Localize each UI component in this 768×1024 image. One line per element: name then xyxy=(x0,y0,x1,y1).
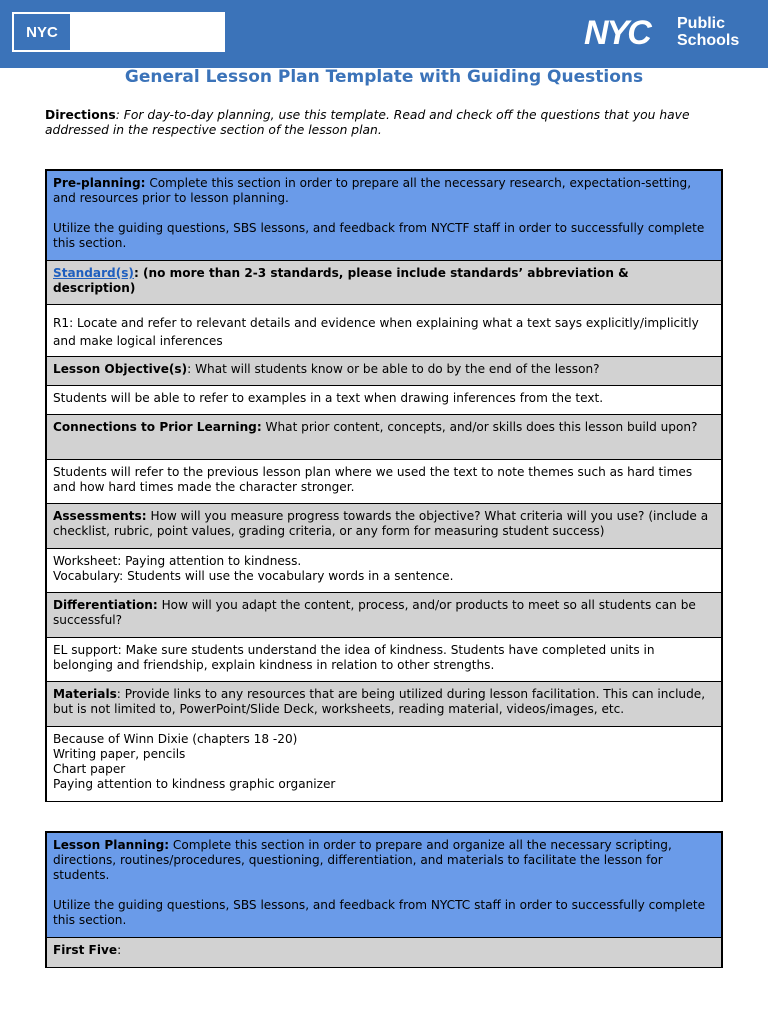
materials-answer-line-3: Chart paper xyxy=(53,762,126,776)
first-five-text: : xyxy=(117,943,122,957)
page-title: General Lesson Plan Template with Guiding Questions xyxy=(124,67,644,87)
objective-row xyxy=(47,357,721,386)
standards-link[interactable]: Standard(s) xyxy=(53,266,134,280)
assessments-answer xyxy=(47,549,721,593)
connections-row xyxy=(47,415,721,460)
materials-answer-line-4: Paying attention to kindness graphic organizer xyxy=(53,777,336,791)
assessments-answer-line-1: Worksheet: Paying attention to kindness. xyxy=(53,554,302,568)
lesson-planning-text-2: Utilize the guiding questions, SBS lessons, and feedback from NYCTC staff in order to successfully complete this section. xyxy=(53,898,706,927)
preplanning-row xyxy=(47,171,721,261)
connections-answer: Students will refer to the previous lesson plan where we used the text to note themes such as hard times and how hard times made the character stronger. xyxy=(47,460,721,504)
differentiation-text: How will you adapt the content, process, and/or products to meet so all students can be successful? xyxy=(53,598,696,627)
assessments-label: Assessments: xyxy=(53,509,147,523)
materials-answer-line-2: Writing paper, pencils xyxy=(53,747,186,761)
preplanning-table xyxy=(45,169,723,802)
lesson-planning-text: Complete this section in order to prepare and organize all the necessary scripting, directions, routines/procedures, questioning, differentiation, and materials to facilitate the lesson for students. xyxy=(53,838,672,882)
assessments-answer-line-2: Vocabulary: Students will use the vocabulary words in a sentence. xyxy=(53,569,454,583)
directions-label: Directions xyxy=(45,108,116,122)
differentiation-label: Differentiation: xyxy=(53,598,158,612)
public-schools-text: Public Schools xyxy=(677,15,740,49)
objective-label: Lesson Objective(s) xyxy=(53,362,188,376)
preplanning-label: Pre-planning: xyxy=(53,176,146,190)
objective-text: : What will students know or be able to do by the end of the lesson? xyxy=(187,362,600,376)
connections-text: What prior content, concepts, and/or skills does this lesson build upon? xyxy=(261,420,698,434)
teaching-fellows-text: Teaching Fellows xyxy=(80,16,215,33)
page-header xyxy=(0,0,768,68)
nyc-logo-text: NYC xyxy=(26,23,58,41)
assessments-text: How will you measure progress towards the objective? What criteria will you use? (include a checklist, rubric, point values, grading criteria, or any form for measuring student success) xyxy=(53,509,709,538)
objective-answer: Students will be able to refer to examples in a text when drawing inferences from the text. xyxy=(47,386,721,415)
lesson-planning-row xyxy=(47,833,721,938)
materials-answer xyxy=(47,727,721,802)
differentiation-row xyxy=(47,593,721,638)
directions xyxy=(45,108,735,138)
first-five-row xyxy=(47,938,721,968)
assessments-row xyxy=(47,504,721,549)
preplanning-text-2: Utilize the guiding questions, SBS lessons, and feedback from NYCTF staff in order to successfully complete this section. xyxy=(53,221,705,250)
materials-label: Materials xyxy=(53,687,117,701)
differentiation-answer: EL support: Make sure students understand the idea of kindness. Students have completed units in belonging and friendship, explain kindness in relation to other strengths. xyxy=(47,638,721,682)
materials-row xyxy=(47,682,721,727)
directions-text: : For day-to-day planning, use this template. Read and check off the questions that you have addressed in the respective section of the lesson plan. xyxy=(45,108,690,137)
materials-answer-line-1: Because of Winn Dixie (chapters 18 -20) xyxy=(53,732,298,746)
materials-text: : Provide links to any resources that are being utilized during lesson facilitation. This can include, but is not limited to, PowerPoint/Slide Deck, worksheets, reading material, videos/images, etc. xyxy=(53,687,706,716)
lesson-planning-label: Lesson Planning: xyxy=(53,838,170,852)
standards-text: : (no more than 2-3 standards, please include standards’ abbreviation & description) xyxy=(53,266,629,295)
standards-answer: R1: Locate and refer to relevant details and evidence when explaining what a text says explicitly/implicitly and make logical inferences xyxy=(47,305,721,357)
nyc-public-schools-logo xyxy=(584,14,754,54)
first-five-label: First Five xyxy=(53,943,118,957)
lesson-planning-table xyxy=(45,831,723,968)
nyc-logo-wordmark: NYC xyxy=(584,14,650,52)
preplanning-text: Complete this section in order to prepare all the necessary research, expectation-setting, and resources prior to lesson planning. xyxy=(53,176,692,205)
connections-label: Connections to Prior Learning: xyxy=(53,420,262,434)
standards-row xyxy=(47,261,721,305)
